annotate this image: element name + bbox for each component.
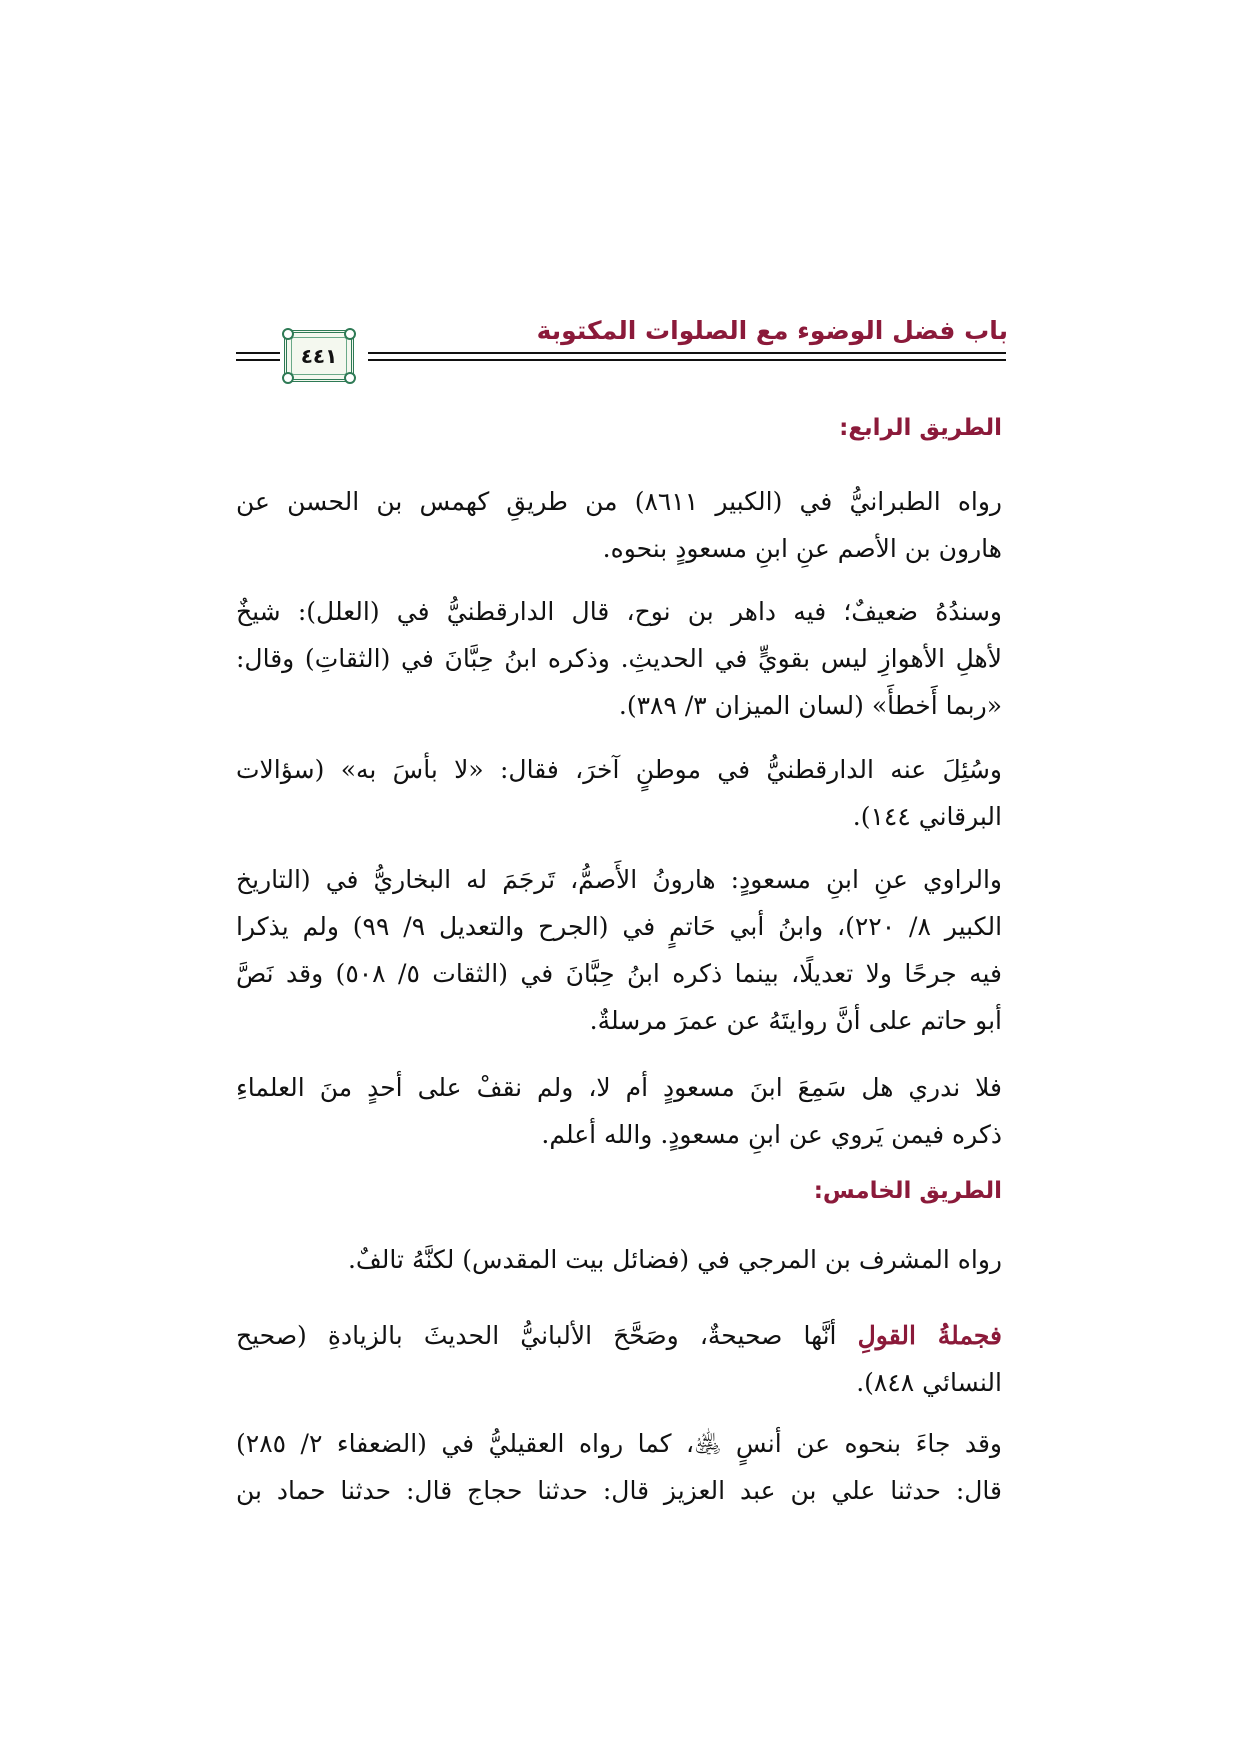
header-rule-left-bottom <box>236 359 280 361</box>
paragraph: فجملةُ القولِ أنَّها صحيحةٌ، وصَحَّحَ الألبانيُّ الحديثَ بالزيادةِ (صحيح النسائي ٨٤٨). <box>236 1321 1003 1397</box>
ornament-icon <box>344 372 356 384</box>
section-heading: الطريق الخامس: <box>813 1178 1002 1204</box>
paragraph: وسندُهُ ضعيفٌ؛ فيه داهر بن نوح، قال الدارقطنيُّ في (العلل): شيخٌ لأهلِ الأهوازِ ليس بقويٍّ في الحديثِ. وذكره ابنُ حِبَّانَ في (الثقاتِ) وقال: «ربما أَخطأَ» (لسان الميزان ٣/ ٣٨٩). <box>236 597 1002 720</box>
conclusion-label: فجملةُ القولِ <box>857 1321 1003 1350</box>
header-rule-right-top <box>368 352 1006 354</box>
paragraph: رواه المشرف بن المرجي في (فضائل بيت المقدس) لكنَّهُ تالفٌ. <box>347 1245 1002 1274</box>
section-heading: الطريق الرابع: <box>839 415 1002 441</box>
chapter-title: باب فضل الوضوء مع الصلوات المكتوبة <box>536 316 1008 345</box>
ornament-icon <box>282 372 294 384</box>
paragraph: والراوي عنِ ابنِ مسعودٍ: هارونُ الأَصمُّ، تَرجَمَ له البخاريُّ في (التاريخ الكبير ٨/ ٢٢٠)، وابنُ أبي حَاتمٍ في (الجرح والتعديل ٩/ ٩٩) ولم يذكرا فيه جرحًا ولا تعديلًا، بينما ذكره ابنُ حِبَّانَ في (الثقات ٥/ ٥٠٨) وقد نَصَّ أبو حاتم على أنَّ روايتَهُ عن عمرَ مرسلةٌ. <box>236 865 1003 1035</box>
page-number-badge <box>284 330 354 382</box>
paragraph: رواه الطبرانيُّ في (الكبير ٨٦١١) من طريقِ كهمس بن الحسن عن هارون بن الأصم عنِ ابنِ مسعودٍ بنحوه. <box>236 487 1003 563</box>
paragraph: فلا ندري هل سَمِعَ ابنَ مسعودٍ أم لا، ولم نقفْ على أحدٍ منَ العلماءِ ذكره فيمن يَروي عن ابنِ مسعودٍ. والله أعلم. <box>236 1073 1002 1149</box>
ornament-icon <box>344 328 356 340</box>
header-rule-right-bottom <box>368 359 1006 361</box>
paragraph: وسُئِلَ عنه الدارقطنيُّ في موطنٍ آخرَ، فقال: «لا بأسَ به» (سؤالات البرقاني ١٤٤). <box>236 755 1002 831</box>
header-rule-left-top <box>236 352 280 354</box>
ornament-icon <box>282 328 294 340</box>
page-number: ٤٤١ <box>300 344 338 368</box>
paragraph: وقد جاءَ بنحوه عن أنسٍ ﵁، كما رواه العقيليُّ في (الضعفاء ٢/ ٢٨٥) قال: حدثنا علي بن عبد العزيز قال: حدثنا حجاج قال: حدثنا حماد بن <box>236 1429 1002 1505</box>
